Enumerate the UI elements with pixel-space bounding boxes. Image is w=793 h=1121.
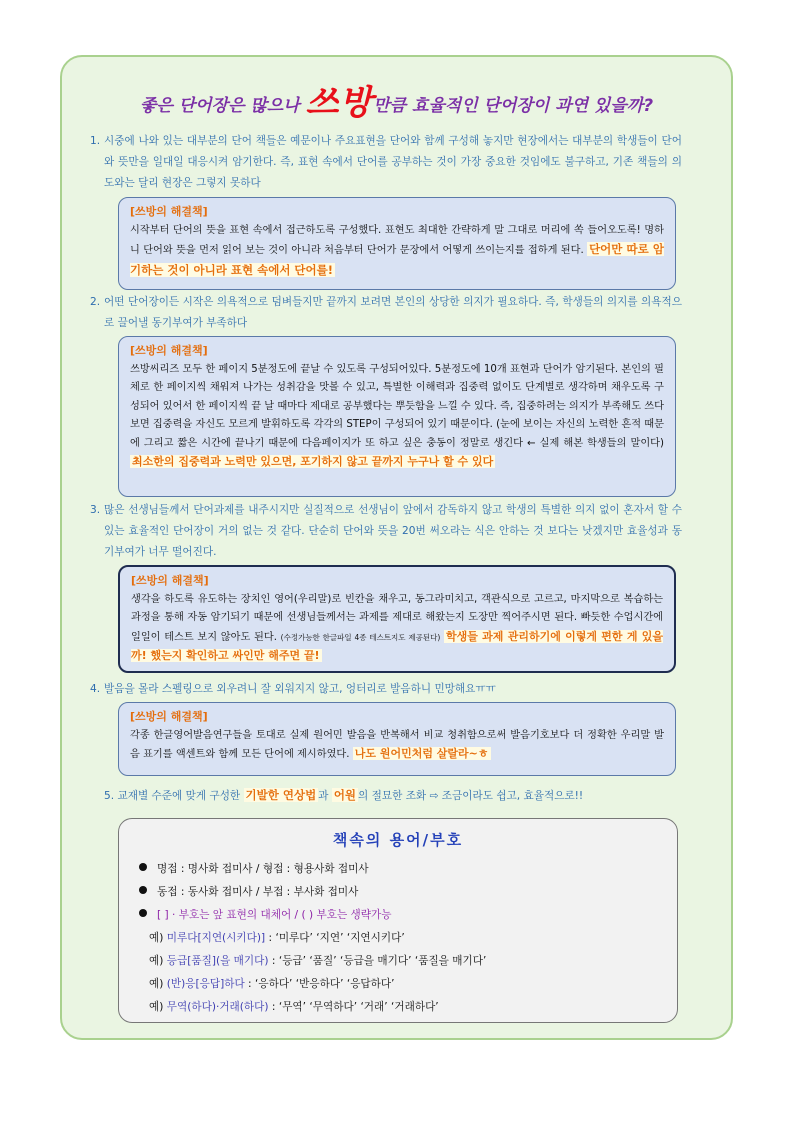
example-label: 예) [149, 932, 164, 944]
solution-highlight: 나도 원어민처럼 살랄라~ㅎ [354, 747, 489, 760]
example-key: 미루다[지연(시키다)] [166, 932, 266, 944]
example-label: 예) [149, 955, 164, 967]
example-key: 무역(하다)·거래(하다) [166, 1001, 269, 1013]
solution-title: [쓰방의 해결책] [130, 710, 208, 723]
example-label: 예) [149, 1001, 164, 1013]
solution-highlight: 단어만 따로 암기하는 것이 아니라 표현 속에서 단어를! [130, 242, 664, 277]
bullet-icon [139, 886, 147, 894]
solution-title: [쓰방의 해결책] [131, 574, 209, 587]
solution-text: 각종 한글영어발음연구들을 토대로 실제 원어민 발음을 반복해서 비교 청취함으로써 발음기호보다 더 정확한 우리말 발음 표기를 액센트와 함께 모든 단어에 제시하였다. [130, 729, 664, 760]
question-number: 3. [90, 504, 101, 516]
example-row [149, 999, 439, 1014]
terms-row-text: 명접 : 명사화 접미사 / 형접 : 형용사화 접미사 [157, 863, 369, 875]
question-text: 많은 선생님들께서 단어과제를 내주시지만 실질적으로 선생님이 앞에서 감독하지 않고 학생의 특별한 의지 없이 혼자서 할 수 있는 효율적인 단어장이 거의 없는 것 같다. 단순히 단어와 뜻을 20번 써오라는 식은 안하는 것 보다는 낫겠지만 효율성과 동기부여가 너무 떨어진다. [104, 504, 682, 558]
q5-highlight-1: 기발한 연상법 [245, 788, 317, 802]
solution-title: [쓰방의 해결책] [130, 344, 208, 357]
terms-row [139, 861, 369, 876]
q5-post: 의 절묘한 조화 ⇨ 조금이라도 쉽고, 효율적으로!! [358, 790, 584, 802]
question-text: 발음을 몰라 스펠링으로 외우려니 잘 외워지지 않고, 엉터리로 발음하니 민망해요ㅠㅠ [104, 683, 496, 695]
example-row [149, 930, 405, 945]
example-row [149, 953, 486, 968]
solution-box-3 [118, 565, 676, 673]
question-2 [90, 292, 682, 334]
solution-box-2 [118, 336, 676, 497]
solution-highlight: 최소한의 집중력과 노력만 있으면, 포기하지 않고 끝까지 누구나 할 수 있다 [132, 455, 494, 468]
terms-row-text: 동접 : 동사화 접미사 / 부접 : 부사화 접미사 [157, 886, 359, 898]
example-rest: : ‘등급’ ‘품질’ ‘등급을 매기다’ ‘품질을 매기다’ [268, 955, 487, 967]
example-key: (반)응[응답]하다 [166, 978, 245, 990]
example-label: 예) [149, 978, 164, 990]
headline-before: 좋은 단어장은 많으나 [139, 96, 300, 116]
question-number: 4. [90, 683, 101, 695]
question-number: 2. [90, 296, 101, 308]
solution-title: [쓰방의 해결책] [130, 205, 208, 218]
example-rest: : ‘무역’ ‘무역하다’ ‘거래’ ‘거래하다’ [268, 1001, 439, 1013]
example-rest: : ‘응하다’ ‘반응하다’ ‘응답하다’ [244, 978, 395, 990]
q5-pre: 교재별 수준에 맞게 구성한 [117, 790, 241, 802]
solution-note: (수정가능한 한글파일 4종 테스트지도 제공된다) [280, 632, 441, 642]
question-5 [104, 785, 583, 806]
question-1 [90, 131, 682, 194]
bullet-icon [139, 909, 147, 917]
terms-box [118, 818, 678, 1023]
terms-title: 책속의 용어/부호 [332, 831, 464, 849]
question-4 [90, 679, 682, 700]
solution-highlight: 학생들 과제 관리하기에 이렇게 편한 게 있을까! 했는지 확인하고 싸인만 해주면 끝! [131, 629, 663, 662]
question-text: 어떤 단어장이든 시작은 의욕적으로 덤벼들지만 끝까지 보려면 본인의 상당한 의지가 필요하다. 즉, 학생들의 의지를 의욕적으로 끌어낼 동기부여가 부족하다 [104, 296, 682, 329]
brand-logo-text: 쓰방 [305, 83, 374, 123]
q5-highlight-2: 어원 [333, 788, 357, 802]
terms-symbol-text: [ ] · 부호는 앞 표현의 대체어 / ( ) 부호는 생략가능 [157, 909, 392, 921]
example-rest: : ‘미루다’ ‘지연’ ‘지연시키다’ [265, 932, 405, 944]
solution-text: 시작부터 단어의 뜻을 표현 속에서 접근하도록 구성했다. 표현도 최대한 간략하게 말 그대로 머리에 쏙 들어오도록! 명하니 단어와 뜻을 먼저 읽어 보는 것이 아니라 처음부터 단어가 문장에서 어떻게 쓰이는지를 접하게 된다. [130, 224, 664, 256]
question-number: 5. [104, 790, 115, 802]
solution-box-4 [118, 702, 676, 776]
solution-box-1 [118, 197, 676, 290]
terms-row [139, 884, 358, 899]
headline [0, 83, 793, 126]
example-key: 등급[품질](을 매기다) [166, 955, 269, 967]
q5-mid: 과 [318, 790, 329, 802]
question-3 [90, 500, 682, 563]
solution-text: 쓰방씨리즈 모두 한 페이지 5분정도에 끝날 수 있도록 구성되어있다. 5분정도에 10개 표현과 단어가 암기된다. 본인의 필체로 한 페이지씩 채워져 나가는 성취감을 맛볼 수 있고, 특별한 이해력과 집중력 없이도 단계별로 생각하며 채우도록 구성되어 있어서 한 페이지씩 끝 날 때마다 제대로 공부했다는 뿌듯함을 느낄 수 있다. 즉, 집중하려는 의지가 부족해도 쓰다보면 집중력을 자신도 모르게 발휘하도록 각각의 STEP이 구성되어 있기 때문이다. (눈에 보이는 자신의 노력한 흔적 때문에 그리고 짧은 시간에 끝나기 때문에 다음페이지가 또 하고 싶은 충동이 정말로 생긴다 ← 실제 해본 학생들의 말이다) [130, 363, 664, 449]
terms-symbol-row [139, 907, 391, 922]
question-number: 1. [90, 135, 101, 147]
question-text: 시중에 나와 있는 대부분의 단어 책들은 예문이나 주요표현을 단어와 함께 구성해 놓지만 현장에서는 대부분의 학생들이 단어와 뜻만을 일대일 대응시켜 암기한다. 즉, 표현 속에서 단어를 공부하는 것이 가장 중요한 것임에도 불구하고, 기존 책들의 의도와는 달리 현장은 그렇지 못하다 [104, 135, 682, 189]
example-row [149, 976, 395, 991]
headline-after: 만큼 효율적인 단어장이 과연 있을까? [373, 96, 654, 116]
bullet-icon [139, 863, 147, 871]
solution-text: 생각을 하도록 유도하는 장치인 영어(우리말)로 빈칸을 채우고, 동그라미치고, 객관식으로 고르고, 마지막으로 복습하는 과정을 통해 자동 암기되기 때문에 선생님들께서는 과제를 제대로 해왔는지 도장만 찍어주시면 된다. 빠듯한 수업시간에 일일이 테스트 보지 않아도 된다. [131, 593, 663, 643]
